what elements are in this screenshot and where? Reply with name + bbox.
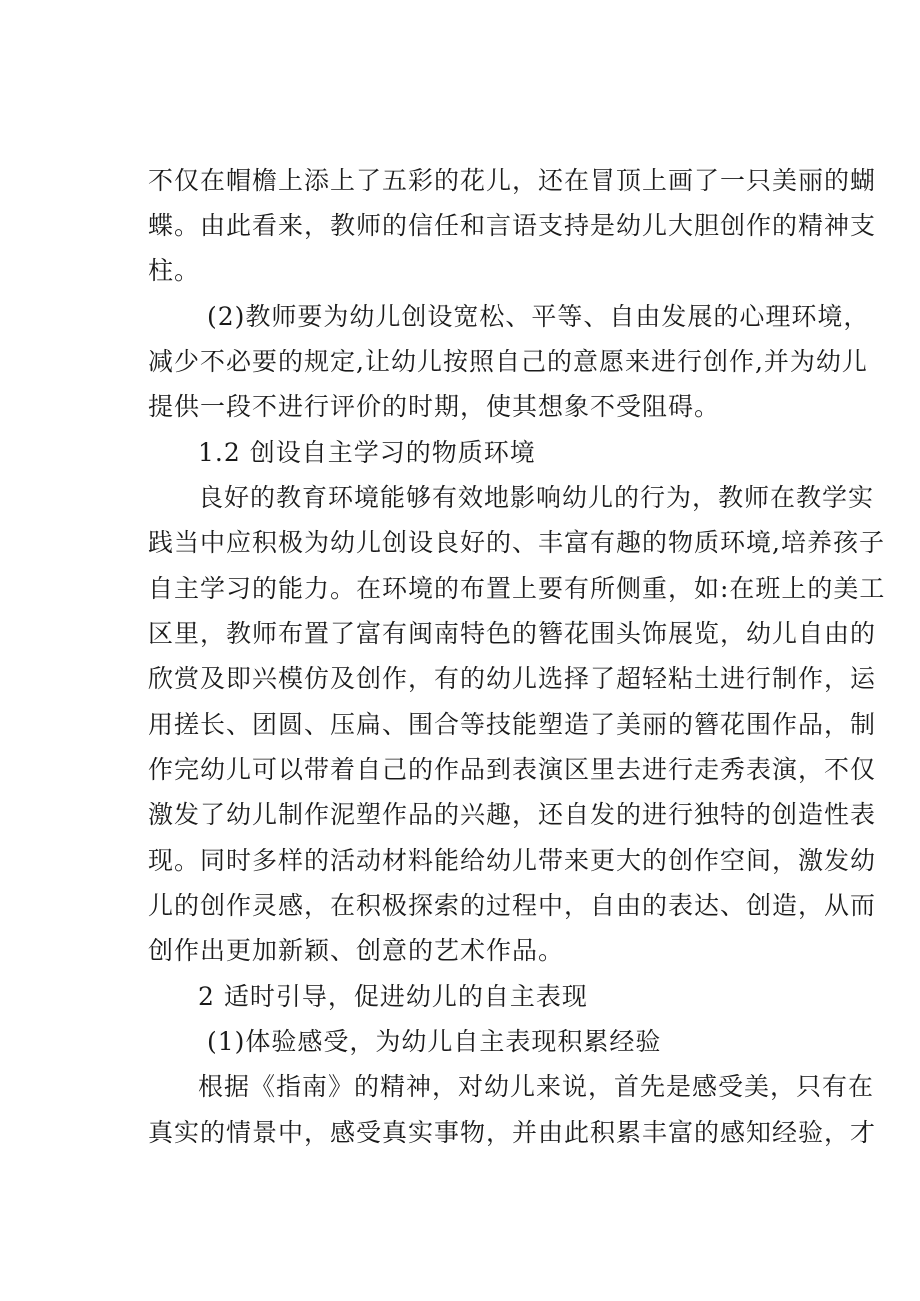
- text-line: 儿的创作灵感，在积极探索的过程中，自由的表达、创造，从而: [148, 891, 877, 920]
- text-line: 欣赏及即兴模仿及创作，有的幼儿选择了超轻粘土进行制作，运: [148, 664, 877, 693]
- text-line: 柱。: [148, 256, 201, 285]
- text-line: 根据《指南》的精神，对幼儿来说，首先是感受美，只有在: [198, 1072, 875, 1101]
- text-line: (2)教师要为幼儿创设宽松、平等、自由发展的心理环境，: [207, 302, 870, 331]
- text-line: 创作出更加新颖、创意的艺术作品。: [148, 936, 565, 965]
- section-heading: 2 适时引导，促进幼儿的自主表现: [198, 982, 588, 1011]
- subsection-heading: (1)体验感受，为幼儿自主表现积累经验: [207, 1027, 662, 1056]
- section-heading: 1.2 创设自主学习的物质环境: [198, 438, 536, 467]
- text-line: 践当中应积极为幼儿创设良好的、丰富有趣的物质环境,培养孩子: [148, 528, 885, 557]
- text-line: 作完幼儿可以带着自己的作品到表演区里去进行走秀表演，不仅: [148, 755, 877, 784]
- text-line: 不仅在帽檐上添上了五彩的花儿，还在冒顶上画了一只美丽的蝴: [148, 166, 877, 195]
- text-line: 区里，教师布置了富有闽南特色的簪花围头饰展览，幼儿自由的: [148, 619, 877, 648]
- text-line: 减少不必要的规定,让幼儿按照自己的意愿来进行创作,并为幼儿: [148, 347, 868, 376]
- text-line: 激发了幼儿制作泥塑作品的兴趣，还自发的进行独特的创造性表: [148, 800, 877, 829]
- text-line: 提供一段不进行评价的时期，使其想象不受阻碍。: [148, 392, 721, 421]
- text-line: 良好的教育环境能够有效地影响幼儿的行为，教师在教学实: [198, 483, 875, 512]
- text-line: 真实的情景中，感受真实事物，并由此积累丰富的感知经验，才: [148, 1118, 877, 1147]
- text-line: 现。同时多样的活动材料能给幼儿带来更大的创作空间，激发幼: [148, 846, 877, 875]
- text-line: 蝶。由此看来，教师的信任和言语支持是幼儿大胆创作的精神支: [148, 211, 877, 240]
- text-line: 用搓长、团圆、压扁、围合等技能塑造了美丽的簪花围作品，制: [148, 710, 877, 739]
- text-line: 自主学习的能力。在环境的布置上要有所侧重，如:在班上的美工: [148, 574, 886, 603]
